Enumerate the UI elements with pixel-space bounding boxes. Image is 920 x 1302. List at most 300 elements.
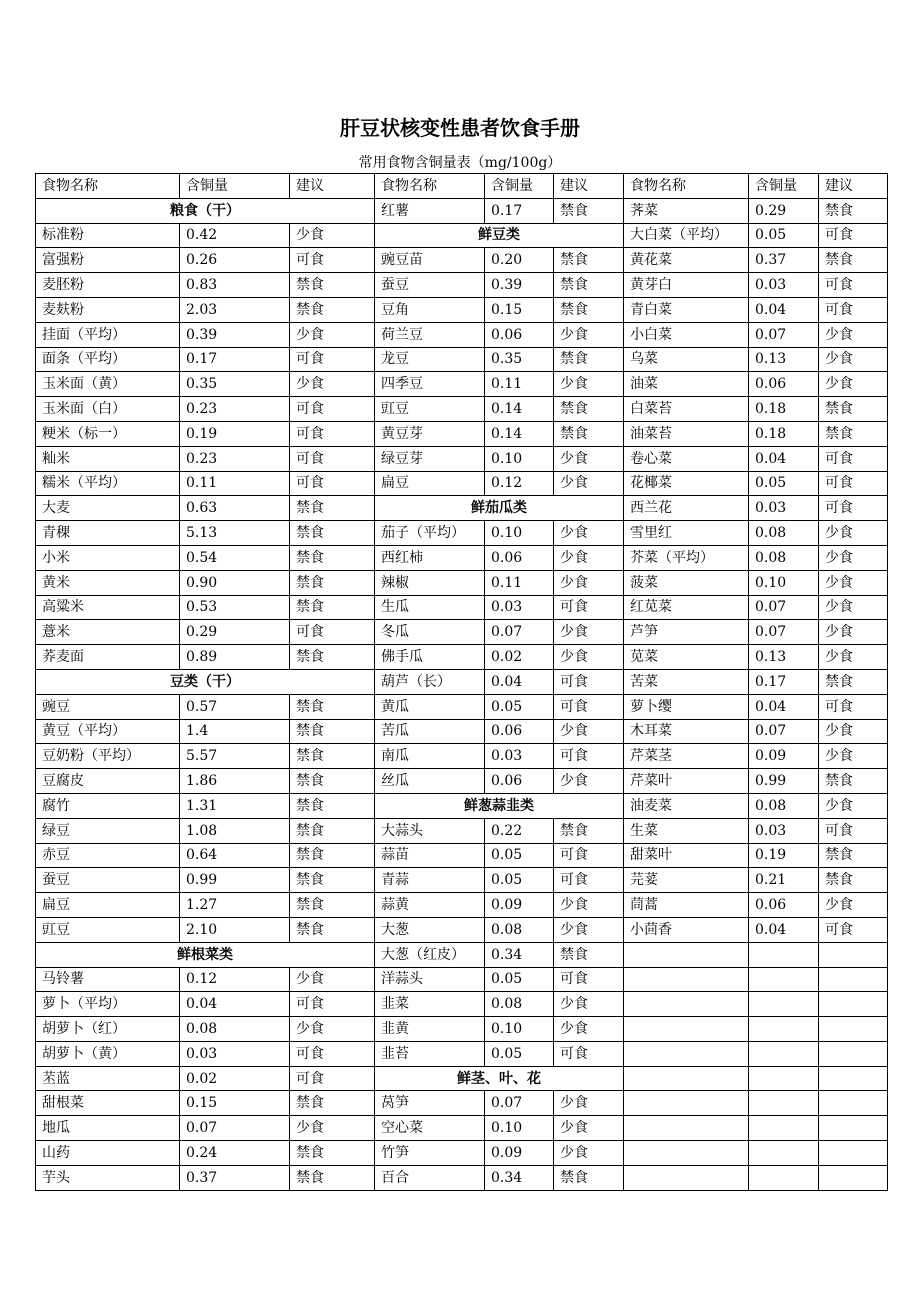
advice-cell: 禁食	[290, 645, 375, 670]
copper-value-cell: 0.54	[180, 545, 290, 570]
advice-cell: 少食	[819, 595, 888, 620]
advice-cell: 可食	[290, 397, 375, 422]
copper-value-cell: 0.03	[180, 1041, 290, 1066]
advice-cell: 禁食	[819, 669, 888, 694]
food-name-cell: 苤蓝	[36, 1066, 180, 1091]
copper-value-cell: 1.31	[180, 793, 290, 818]
food-name-cell: 麦胚粉	[36, 273, 180, 298]
copper-value-cell: 0.05	[485, 967, 554, 992]
food-name-cell: 蒜黄	[375, 893, 485, 918]
food-name-cell: 芦笋	[624, 620, 749, 645]
food-name-cell: 小白菜	[624, 322, 749, 347]
food-name-cell: 甜菜叶	[624, 843, 749, 868]
advice-cell: 少食	[554, 545, 624, 570]
food-name-cell: 蒜苗	[375, 843, 485, 868]
category-header: 鲜葱蒜韭类	[375, 793, 624, 818]
copper-value-cell: 0.05	[485, 868, 554, 893]
table-row	[36, 645, 888, 670]
column-header: 含铜量	[485, 174, 554, 199]
copper-value-cell: 0.05	[485, 1041, 554, 1066]
advice-cell: 禁食	[554, 198, 624, 223]
copper-value-cell: 0.14	[485, 397, 554, 422]
empty-cell	[819, 992, 888, 1017]
table-row	[36, 694, 888, 719]
empty-cell	[749, 967, 819, 992]
table-caption: 常用食物含铜量表（mg/100g）	[358, 155, 562, 171]
food-name-cell: 扁豆	[36, 893, 180, 918]
food-name-cell: 大蒜头	[375, 818, 485, 843]
advice-cell: 少食	[554, 1141, 624, 1166]
advice-cell: 禁食	[290, 570, 375, 595]
food-name-cell: 豆腐皮	[36, 769, 180, 794]
food-name-cell: 赤豆	[36, 843, 180, 868]
food-name-cell: 富强粉	[36, 248, 180, 273]
copper-value-cell: 0.15	[180, 1091, 290, 1116]
food-name-cell: 菠菜	[624, 570, 749, 595]
copper-value-cell: 0.03	[485, 744, 554, 769]
advice-cell: 禁食	[290, 1141, 375, 1166]
food-name-cell: 大麦	[36, 496, 180, 521]
copper-value-cell: 0.07	[180, 1116, 290, 1141]
food-name-cell: 红苋菜	[624, 595, 749, 620]
table-row	[36, 198, 888, 223]
advice-cell: 少食	[290, 372, 375, 397]
food-name-cell: 青蒜	[375, 868, 485, 893]
table-row	[36, 446, 888, 471]
advice-cell: 禁食	[290, 868, 375, 893]
copper-value-cell: 0.39	[180, 322, 290, 347]
food-name-cell: 四季豆	[375, 372, 485, 397]
table-row	[36, 1066, 888, 1091]
food-name-cell: 豆角	[375, 297, 485, 322]
food-name-cell: 籼米	[36, 446, 180, 471]
table-row	[36, 992, 888, 1017]
copper-value-cell: 0.10	[485, 1017, 554, 1042]
table-row	[36, 545, 888, 570]
category-header: 鲜根菜类	[36, 942, 375, 967]
advice-cell: 可食	[819, 818, 888, 843]
advice-cell: 少食	[819, 322, 888, 347]
food-name-cell: 油菜苔	[624, 421, 749, 446]
advice-cell: 禁食	[819, 421, 888, 446]
advice-cell: 禁食	[290, 273, 375, 298]
advice-cell: 可食	[554, 669, 624, 694]
food-name-cell: 挂面（平均）	[36, 322, 180, 347]
copper-value-cell: 0.99	[749, 769, 819, 794]
copper-value-cell: 0.07	[485, 1091, 554, 1116]
copper-content-table	[35, 173, 888, 1191]
advice-cell: 禁食	[819, 198, 888, 223]
copper-value-cell: 0.11	[485, 372, 554, 397]
table-row	[36, 893, 888, 918]
food-name-cell: 芋头	[36, 1165, 180, 1190]
copper-value-cell: 0.37	[749, 248, 819, 273]
advice-cell: 少食	[554, 769, 624, 794]
advice-cell: 可食	[290, 1041, 375, 1066]
food-name-cell: 乌菜	[624, 347, 749, 372]
advice-cell: 少食	[290, 1116, 375, 1141]
advice-cell: 少食	[554, 570, 624, 595]
empty-cell	[819, 1066, 888, 1091]
food-name-cell: 面条（平均）	[36, 347, 180, 372]
food-name-cell: 生瓜	[375, 595, 485, 620]
advice-cell: 可食	[290, 446, 375, 471]
copper-value-cell: 0.89	[180, 645, 290, 670]
column-header: 食物名称	[375, 174, 485, 199]
food-name-cell: 大葱	[375, 917, 485, 942]
empty-cell	[749, 992, 819, 1017]
copper-value-cell: 0.04	[749, 297, 819, 322]
advice-cell: 禁食	[554, 273, 624, 298]
food-name-cell: 油麦菜	[624, 793, 749, 818]
food-name-cell: 生菜	[624, 818, 749, 843]
advice-cell: 少食	[554, 521, 624, 546]
copper-value-cell: 0.05	[749, 471, 819, 496]
food-name-cell: 荷兰豆	[375, 322, 485, 347]
advice-cell: 禁食	[554, 818, 624, 843]
food-name-cell: 韭苔	[375, 1041, 485, 1066]
table-row	[36, 421, 888, 446]
advice-cell: 可食	[554, 694, 624, 719]
food-name-cell: 卷心菜	[624, 446, 749, 471]
food-name-cell: 豇豆	[375, 397, 485, 422]
copper-value-cell: 0.19	[749, 843, 819, 868]
advice-cell: 可食	[554, 843, 624, 868]
food-name-cell: 绿豆芽	[375, 446, 485, 471]
table-row	[36, 769, 888, 794]
copper-value-cell: 0.11	[485, 570, 554, 595]
table-row	[36, 372, 888, 397]
copper-value-cell: 1.08	[180, 818, 290, 843]
advice-cell: 禁食	[554, 942, 624, 967]
advice-cell: 少食	[554, 1017, 624, 1042]
food-name-cell: 黄花菜	[624, 248, 749, 273]
table-row	[36, 297, 888, 322]
copper-value-cell: 0.02	[180, 1066, 290, 1091]
copper-value-cell: 0.22	[485, 818, 554, 843]
empty-cell	[749, 1066, 819, 1091]
copper-value-cell: 0.07	[749, 595, 819, 620]
advice-cell: 少食	[819, 372, 888, 397]
advice-cell: 少食	[819, 570, 888, 595]
advice-cell: 少食	[554, 620, 624, 645]
empty-cell	[624, 1041, 749, 1066]
advice-cell: 禁食	[554, 421, 624, 446]
copper-value-cell: 0.37	[180, 1165, 290, 1190]
advice-cell: 禁食	[554, 248, 624, 273]
advice-cell: 少食	[290, 1017, 375, 1042]
food-name-cell: 茄子（平均）	[375, 521, 485, 546]
copper-value-cell: 0.23	[180, 397, 290, 422]
advice-cell: 少食	[819, 719, 888, 744]
advice-cell: 可食	[554, 744, 624, 769]
food-name-cell: 佛手瓜	[375, 645, 485, 670]
empty-cell	[624, 967, 749, 992]
advice-cell: 可食	[554, 967, 624, 992]
advice-cell: 可食	[819, 223, 888, 248]
copper-value-cell: 0.04	[749, 917, 819, 942]
copper-value-cell: 0.11	[180, 471, 290, 496]
food-name-cell: 糯米（平均）	[36, 471, 180, 496]
copper-value-cell: 0.18	[749, 421, 819, 446]
food-name-cell: 苋菜	[624, 645, 749, 670]
advice-cell: 禁食	[290, 843, 375, 868]
advice-cell: 可食	[290, 471, 375, 496]
copper-value-cell: 0.35	[485, 347, 554, 372]
copper-value-cell: 0.07	[749, 719, 819, 744]
copper-value-cell: 0.26	[180, 248, 290, 273]
advice-cell: 少食	[819, 347, 888, 372]
copper-value-cell: 0.17	[485, 198, 554, 223]
advice-cell: 少食	[554, 1091, 624, 1116]
table-row	[36, 793, 888, 818]
table-row	[36, 595, 888, 620]
copper-value-cell: 0.29	[749, 198, 819, 223]
food-name-cell: 大白菜（平均）	[624, 223, 749, 248]
advice-cell: 可食	[819, 471, 888, 496]
advice-cell: 少食	[554, 1116, 624, 1141]
copper-value-cell: 0.35	[180, 372, 290, 397]
food-name-cell: 萝卜（平均）	[36, 992, 180, 1017]
food-name-cell: 麦麸粉	[36, 297, 180, 322]
copper-value-cell: 0.08	[485, 992, 554, 1017]
advice-cell: 少食	[290, 223, 375, 248]
copper-value-cell: 0.03	[749, 496, 819, 521]
copper-value-cell: 0.17	[749, 669, 819, 694]
table-row	[36, 942, 888, 967]
food-name-cell: 蚕豆	[375, 273, 485, 298]
food-name-cell: 胡萝卜（红）	[36, 1017, 180, 1042]
food-name-cell: 油菜	[624, 372, 749, 397]
advice-cell: 禁食	[819, 843, 888, 868]
copper-value-cell: 0.14	[485, 421, 554, 446]
empty-cell	[624, 1141, 749, 1166]
advice-cell: 少食	[819, 793, 888, 818]
advice-cell: 禁食	[819, 868, 888, 893]
copper-value-cell: 0.04	[180, 992, 290, 1017]
empty-cell	[624, 992, 749, 1017]
food-name-cell: 小米	[36, 545, 180, 570]
table-row	[36, 1165, 888, 1190]
food-name-cell: 洋蒜头	[375, 967, 485, 992]
advice-cell: 禁食	[290, 297, 375, 322]
copper-value-cell: 0.19	[180, 421, 290, 446]
food-name-cell: 黄豆芽	[375, 421, 485, 446]
copper-value-cell: 0.83	[180, 273, 290, 298]
copper-value-cell: 0.04	[749, 694, 819, 719]
advice-cell: 禁食	[290, 719, 375, 744]
copper-value-cell: 0.13	[749, 347, 819, 372]
table-row	[36, 744, 888, 769]
copper-value-cell: 0.34	[485, 942, 554, 967]
food-name-cell: 韭黄	[375, 1017, 485, 1042]
copper-value-cell: 0.07	[485, 620, 554, 645]
food-name-cell: 龙豆	[375, 347, 485, 372]
advice-cell: 可食	[290, 347, 375, 372]
table-row	[36, 967, 888, 992]
advice-cell: 少食	[554, 992, 624, 1017]
column-header: 食物名称	[36, 174, 180, 199]
copper-value-cell: 0.18	[749, 397, 819, 422]
copper-value-cell: 0.17	[180, 347, 290, 372]
advice-cell: 禁食	[554, 1165, 624, 1190]
advice-cell: 少食	[554, 645, 624, 670]
advice-cell: 可食	[819, 694, 888, 719]
table-row	[36, 570, 888, 595]
food-name-cell: 玉米面（白）	[36, 397, 180, 422]
food-name-cell: 地瓜	[36, 1116, 180, 1141]
copper-value-cell: 1.27	[180, 893, 290, 918]
food-name-cell: 黄芽白	[624, 273, 749, 298]
table-row	[36, 273, 888, 298]
advice-cell: 禁食	[290, 893, 375, 918]
copper-value-cell: 0.04	[749, 446, 819, 471]
column-header: 建议	[554, 174, 624, 199]
copper-value-cell: 0.21	[749, 868, 819, 893]
table-row	[36, 1017, 888, 1042]
empty-cell	[819, 1165, 888, 1190]
table-row	[36, 223, 888, 248]
advice-cell: 少食	[554, 893, 624, 918]
food-name-cell: 高粱米	[36, 595, 180, 620]
empty-cell	[819, 942, 888, 967]
empty-cell	[624, 1017, 749, 1042]
table-row	[36, 248, 888, 273]
food-name-cell: 萝卜缨	[624, 694, 749, 719]
food-name-cell: 薏米	[36, 620, 180, 645]
advice-cell: 禁食	[819, 397, 888, 422]
advice-cell: 禁食	[290, 769, 375, 794]
food-name-cell: 蚕豆	[36, 868, 180, 893]
food-name-cell: 荞麦面	[36, 645, 180, 670]
advice-cell: 少食	[819, 545, 888, 570]
food-name-cell: 辣椒	[375, 570, 485, 595]
column-header: 建议	[819, 174, 888, 199]
empty-cell	[749, 1116, 819, 1141]
food-name-cell: 标准粉	[36, 223, 180, 248]
advice-cell: 可食	[290, 1066, 375, 1091]
advice-cell: 禁食	[290, 694, 375, 719]
advice-cell: 少食	[819, 645, 888, 670]
food-name-cell: 木耳菜	[624, 719, 749, 744]
advice-cell: 禁食	[290, 917, 375, 942]
advice-cell: 禁食	[554, 297, 624, 322]
copper-value-cell: 1.86	[180, 769, 290, 794]
copper-value-cell: 0.06	[485, 719, 554, 744]
table-row	[36, 521, 888, 546]
table-row	[36, 1116, 888, 1141]
food-name-cell: 黄米	[36, 570, 180, 595]
table-row	[36, 818, 888, 843]
food-name-cell: 荠菜	[624, 198, 749, 223]
food-name-cell: 腐竹	[36, 793, 180, 818]
copper-value-cell: 0.08	[485, 917, 554, 942]
food-name-cell: 黄瓜	[375, 694, 485, 719]
food-name-cell: 扁豆	[375, 471, 485, 496]
advice-cell: 少食	[290, 322, 375, 347]
food-name-cell: 芫荽	[624, 868, 749, 893]
food-name-cell: 红薯	[375, 198, 485, 223]
copper-value-cell: 0.07	[749, 620, 819, 645]
copper-value-cell: 0.09	[485, 893, 554, 918]
category-header: 粮食（干）	[36, 198, 375, 223]
copper-value-cell: 2.10	[180, 917, 290, 942]
copper-value-cell: 0.05	[485, 843, 554, 868]
food-name-cell: 青白菜	[624, 297, 749, 322]
copper-value-cell: 0.07	[749, 322, 819, 347]
category-header: 鲜茎、叶、花	[375, 1066, 624, 1091]
copper-value-cell: 0.13	[749, 645, 819, 670]
food-name-cell: 甜根菜	[36, 1091, 180, 1116]
advice-cell: 禁食	[819, 248, 888, 273]
empty-cell	[624, 1165, 749, 1190]
empty-cell	[624, 1116, 749, 1141]
advice-cell: 可食	[290, 620, 375, 645]
food-name-cell: 丝瓜	[375, 769, 485, 794]
empty-cell	[749, 942, 819, 967]
table-row	[36, 1091, 888, 1116]
advice-cell: 禁食	[290, 595, 375, 620]
food-name-cell: 豆奶粉（平均）	[36, 744, 180, 769]
food-name-cell: 玉米面（黄）	[36, 372, 180, 397]
empty-cell	[819, 1017, 888, 1042]
copper-value-cell: 0.10	[485, 1116, 554, 1141]
food-name-cell: 茼蒿	[624, 893, 749, 918]
food-name-cell: 西红柿	[375, 545, 485, 570]
advice-cell: 可食	[819, 297, 888, 322]
advice-cell: 少食	[554, 322, 624, 347]
copper-value-cell: 0.05	[485, 694, 554, 719]
category-header: 鲜豆类	[375, 223, 624, 248]
advice-cell: 可食	[819, 917, 888, 942]
advice-cell: 禁食	[290, 793, 375, 818]
copper-value-cell: 0.12	[485, 471, 554, 496]
food-name-cell: 粳米（标一）	[36, 421, 180, 446]
advice-cell: 少食	[819, 620, 888, 645]
food-name-cell: 竹笋	[375, 1141, 485, 1166]
advice-cell: 禁食	[290, 1165, 375, 1190]
copper-value-cell: 0.03	[749, 818, 819, 843]
copper-value-cell: 0.15	[485, 297, 554, 322]
advice-cell: 禁食	[290, 744, 375, 769]
copper-value-cell: 0.09	[749, 744, 819, 769]
empty-cell	[624, 1091, 749, 1116]
advice-cell: 可食	[554, 595, 624, 620]
copper-value-cell: 0.29	[180, 620, 290, 645]
copper-value-cell: 0.03	[485, 595, 554, 620]
copper-value-cell: 0.04	[485, 669, 554, 694]
food-name-cell: 大葱（红皮）	[375, 942, 485, 967]
copper-value-cell: 0.08	[749, 521, 819, 546]
copper-value-cell: 2.03	[180, 297, 290, 322]
copper-value-cell: 0.08	[749, 545, 819, 570]
copper-value-cell: 0.34	[485, 1165, 554, 1190]
empty-cell	[819, 1116, 888, 1141]
food-name-cell: 雪里红	[624, 521, 749, 546]
copper-value-cell: 0.42	[180, 223, 290, 248]
empty-cell	[749, 1165, 819, 1190]
advice-cell: 禁食	[290, 521, 375, 546]
advice-cell: 可食	[290, 421, 375, 446]
advice-cell: 禁食	[290, 818, 375, 843]
column-header: 食物名称	[624, 174, 749, 199]
food-name-cell: 冬瓜	[375, 620, 485, 645]
food-name-cell: 绿豆	[36, 818, 180, 843]
advice-cell: 可食	[554, 868, 624, 893]
copper-value-cell: 0.20	[485, 248, 554, 273]
table-row	[36, 471, 888, 496]
advice-cell: 禁食	[554, 397, 624, 422]
